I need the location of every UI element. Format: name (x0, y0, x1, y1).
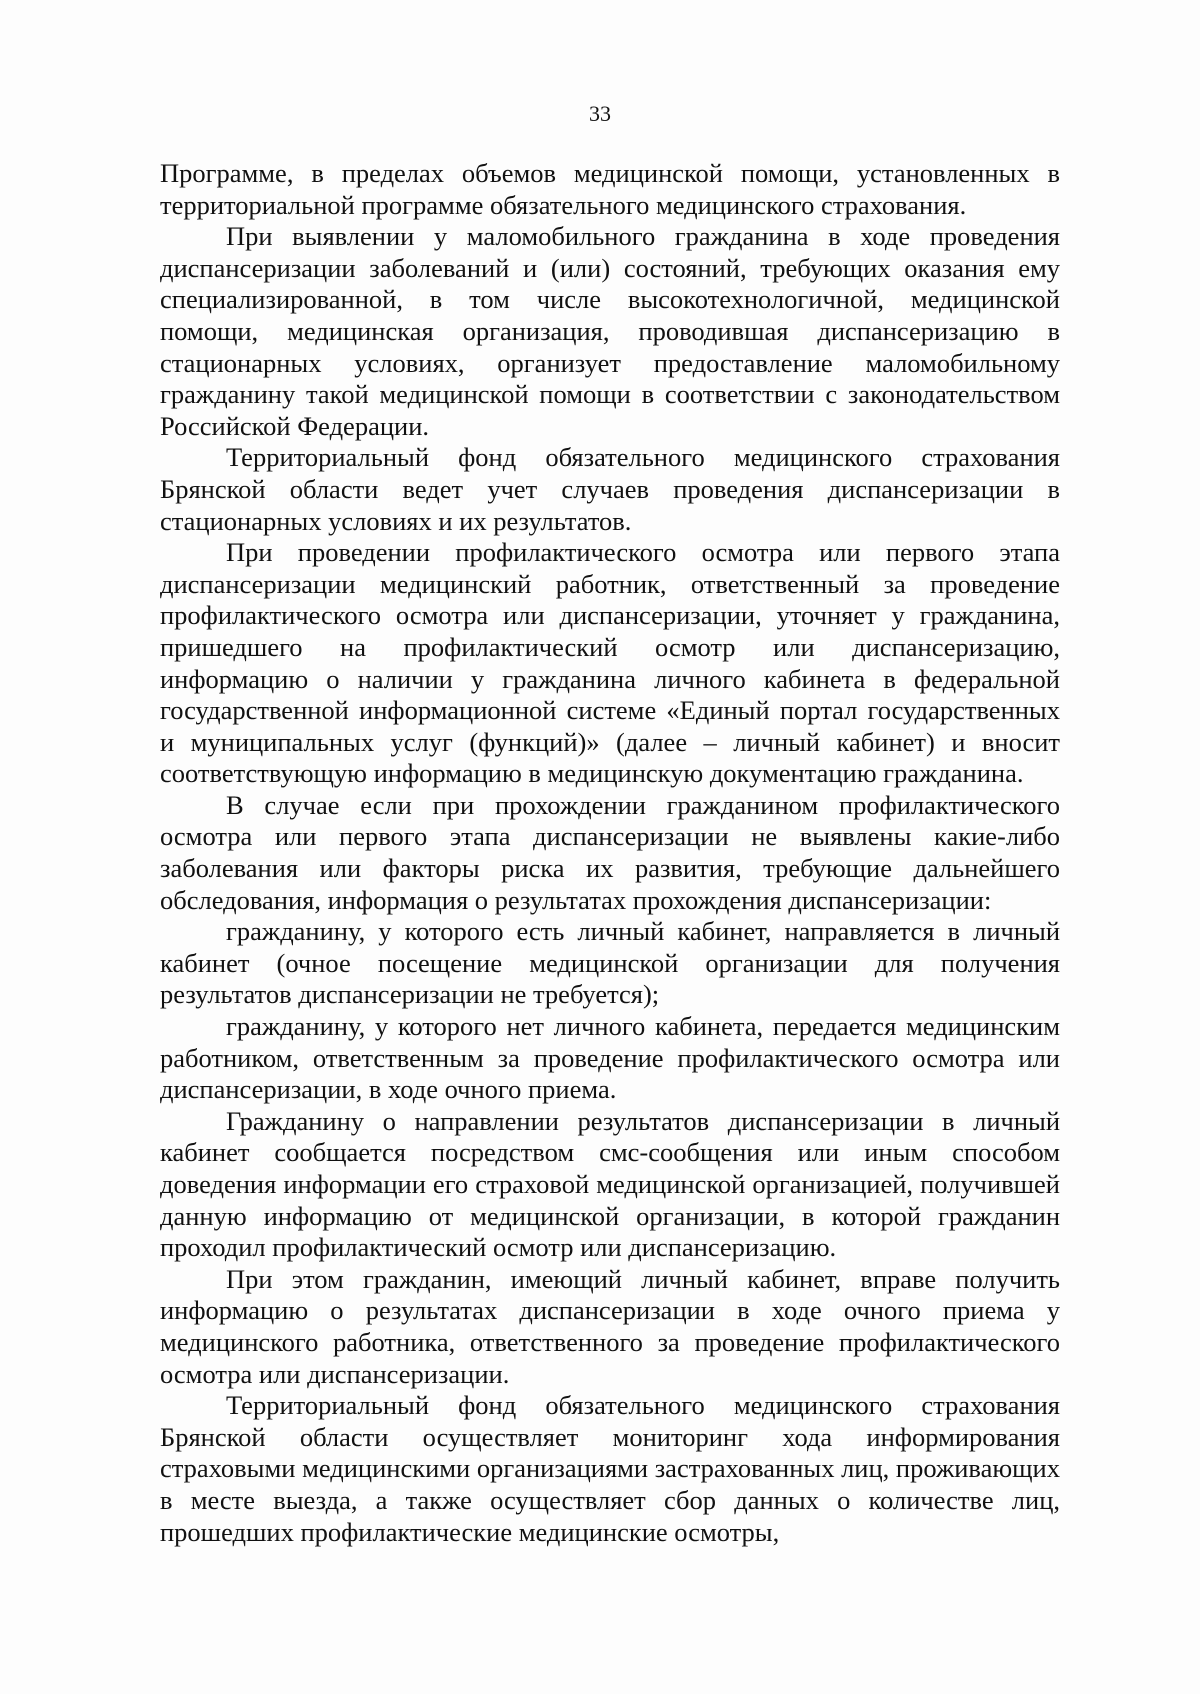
paragraph: Программе, в пределах объемов медицинской помощи, установленных в территориальной программе обязательного медицинского страхования. (160, 158, 1060, 220)
list-item-paragraph: гражданину, у которого нет личного кабинета, передается медицинским работником, ответственным за проведение профилактического осмотра или диспансеризации, в ходе очного приема. (160, 1011, 1060, 1105)
page-number: 33 (589, 101, 611, 126)
paragraph: Гражданину о направлении результатов диспансеризации в личный кабинет сообщается посредством смс-сообщения или иным способом доведения информации его страховой медицинской организацией, получившей данную информацию от медицинской организации, в которой гражданин проходил профилактический осмотр или диспансеризацию. (160, 1105, 1060, 1263)
paragraph: В случае если при прохождении гражданином профилактического осмотра или первого этапа диспансеризации не выявлены какие-либо заболевания или факторы риска их развития, требующие дальнейшего обследования, информация о результатах прохождения диспансеризации: (160, 789, 1060, 915)
paragraph: Территориальный фонд обязательного медицинского страхования Брянской области осуществляет мониторинг хода информирования страховыми медицинскими организациями застрахованных лиц, проживающих в месте выезда, а также осуществляет сбор данных о количестве лиц, прошедших профилактические медицинские осмотры, (160, 1390, 1060, 1547)
paragraph: При проведении профилактического осмотра или первого этапа диспансеризации медицинский работник, ответственный за проведение профилактического осмотра или диспансеризации, уточняет у гражданина, пришедшего на профилактический осмотр или диспансеризацию, информацию о наличии у гражданина личного кабинета в федеральной государственной информационной системе «Единый портал государственных и муниципальных услуг (функций)» (далее – личный кабинет) и вносит соответствующую информацию в медицинскую документацию гражданина. (160, 537, 1060, 789)
document-body (160, 158, 1060, 1548)
paragraph: При этом гражданин, имеющий личный кабинет, вправе получить информацию о результатах диспансеризации в ходе очного приема у медицинского работника, ответственного за проведение профилактического осмотра или диспансеризации. (160, 1263, 1060, 1389)
list-item-paragraph: гражданину, у которого есть личный кабинет, направляется в личный кабинет (очное посещение медицинской организации для получения результатов диспансеризации не требуется); (160, 916, 1060, 1010)
paragraph: При выявлении у маломобильного гражданина в ходе проведения диспансеризации заболеваний и (или) состояний, требующих оказания ему специализированной, в том числе высокотехнологичной, медицинской помощи, медицинская организация, проводившая диспансеризацию в стационарных условиях, организует предоставление маломобильному гражданину такой медицинской помощи в соответствии с законодательством Российской Федерации. (160, 221, 1060, 441)
paragraph: Территориальный фонд обязательного медицинского страхования Брянской области ведет учет случаев проведения диспансеризации в стационарных условиях и их результатов. (160, 442, 1060, 536)
